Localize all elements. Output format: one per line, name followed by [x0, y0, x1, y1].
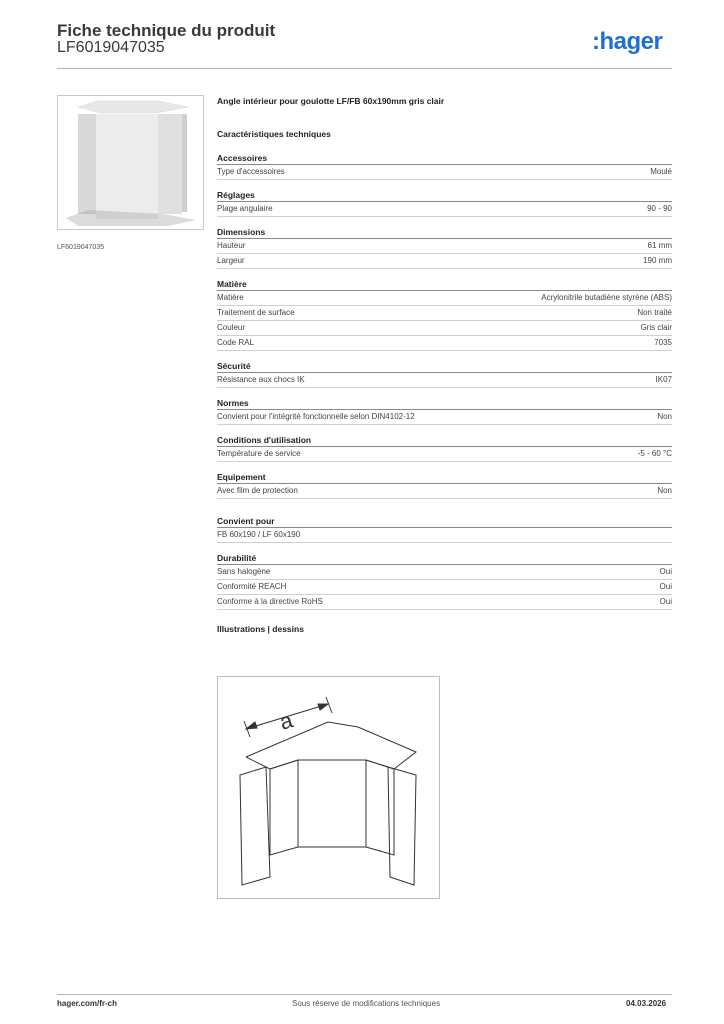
spec-group-title: Matière — [217, 279, 672, 291]
spec-group-title: Equipement — [217, 472, 672, 484]
spec-label: Matière — [217, 293, 244, 302]
illustrations-title: Illustrations | dessins — [217, 624, 304, 634]
spec-label: Conforme à la directive RoHS — [217, 597, 323, 606]
spec-row — [217, 565, 672, 580]
product-image — [57, 95, 204, 230]
spec-value: 190 mm — [643, 256, 672, 265]
spec-value: Oui — [659, 567, 672, 576]
spec-value: Gris clair — [640, 323, 672, 332]
spec-group — [217, 153, 672, 180]
spec-group — [217, 435, 672, 462]
spec-value: -5 - 60 °C — [637, 449, 672, 458]
spec-value: 7035 — [654, 338, 672, 347]
spec-label: Traitement de surface — [217, 308, 295, 317]
spec-label: Plage angulaire — [217, 204, 273, 213]
spec-row — [217, 321, 672, 336]
spec-row — [217, 202, 672, 217]
spec-value: Oui — [659, 582, 672, 591]
spec-value: Non — [657, 486, 672, 495]
spec-group — [217, 361, 672, 388]
spec-content — [217, 96, 672, 634]
page-title: Fiche technique du produit — [57, 21, 276, 40]
suitable-for-group — [217, 516, 672, 543]
spec-group-title: Réglages — [217, 190, 672, 202]
spec-group-title: Accessoires — [217, 153, 672, 165]
spec-label: Sans halogène — [217, 567, 271, 576]
product-reference: LF6019047035 — [57, 39, 165, 56]
spec-row — [217, 291, 672, 306]
tech-specs-title: Caractéristiques techniques — [217, 129, 331, 139]
footer-divider — [57, 994, 672, 995]
spec-value: IK07 — [655, 375, 672, 384]
spec-groups — [217, 153, 672, 499]
spec-row — [217, 595, 672, 610]
spec-value: Moulé — [650, 167, 672, 176]
spec-group — [217, 227, 672, 269]
spec-label: Largeur — [217, 256, 245, 265]
spec-label: Avec film de protection — [217, 486, 298, 495]
spec-value: Oui — [659, 597, 672, 606]
suitable-for-row — [217, 528, 672, 543]
spec-row — [217, 580, 672, 595]
spec-label: Hauteur — [217, 241, 246, 250]
spec-value: 90 - 90 — [647, 204, 672, 213]
spec-row — [217, 336, 672, 351]
spec-label: Code RAL — [217, 338, 254, 347]
footer-website[interactable]: hager.com/fr-ch — [57, 999, 118, 1008]
spec-group — [217, 279, 672, 351]
spec-group-title: Normes — [217, 398, 672, 410]
spec-label: Type d'accessoires — [217, 167, 285, 176]
durability-title: Durabilité — [217, 553, 672, 565]
footer-note: Sous réserve de modifications techniques — [292, 999, 441, 1008]
spec-label: Convient pour l'intégrité fonctionnelle selon DIN4102-12 — [217, 412, 415, 421]
spec-row — [217, 165, 672, 180]
spec-label: Couleur — [217, 323, 246, 332]
durability-group — [217, 553, 672, 610]
header-divider — [57, 68, 672, 69]
spec-group — [217, 398, 672, 425]
spec-group-title: Conditions d'utilisation — [217, 435, 672, 447]
spec-value: Non traité — [637, 308, 672, 317]
spec-row — [217, 239, 672, 254]
spec-label: Résistance aux chocs IK — [217, 375, 305, 384]
spec-row — [217, 447, 672, 462]
spec-value: 61 mm — [647, 241, 672, 250]
spec-row — [217, 373, 672, 388]
spec-value: Acrylonitrile butadiène styrène (ABS) — [541, 293, 672, 302]
product-description: Angle intérieur pour goulotte LF/FB 60x190mm gris clair — [217, 96, 445, 106]
image-caption: LF6019047035 — [57, 244, 105, 251]
spec-value: Non — [657, 412, 672, 421]
spec-row — [217, 484, 672, 499]
spec-group-title: Sécurité — [217, 361, 672, 373]
dimension-label-a: a — [276, 707, 296, 735]
spec-group — [217, 190, 672, 217]
suitable-for-title: Convient pour — [217, 516, 672, 528]
suitable-for-value: FB 60x190 / LF 60x190 — [217, 530, 301, 539]
spec-row — [217, 306, 672, 321]
spec-group-title: Dimensions — [217, 227, 672, 239]
spec-row — [217, 254, 672, 269]
technical-drawing — [217, 676, 440, 899]
footer-date: 04.03.2026 — [626, 999, 667, 1008]
hager-logo: :hager — [592, 28, 663, 55]
spec-label: Conformité REACH — [217, 582, 287, 591]
spec-row — [217, 410, 672, 425]
spec-label: Température de service — [217, 449, 301, 458]
spec-group — [217, 472, 672, 499]
